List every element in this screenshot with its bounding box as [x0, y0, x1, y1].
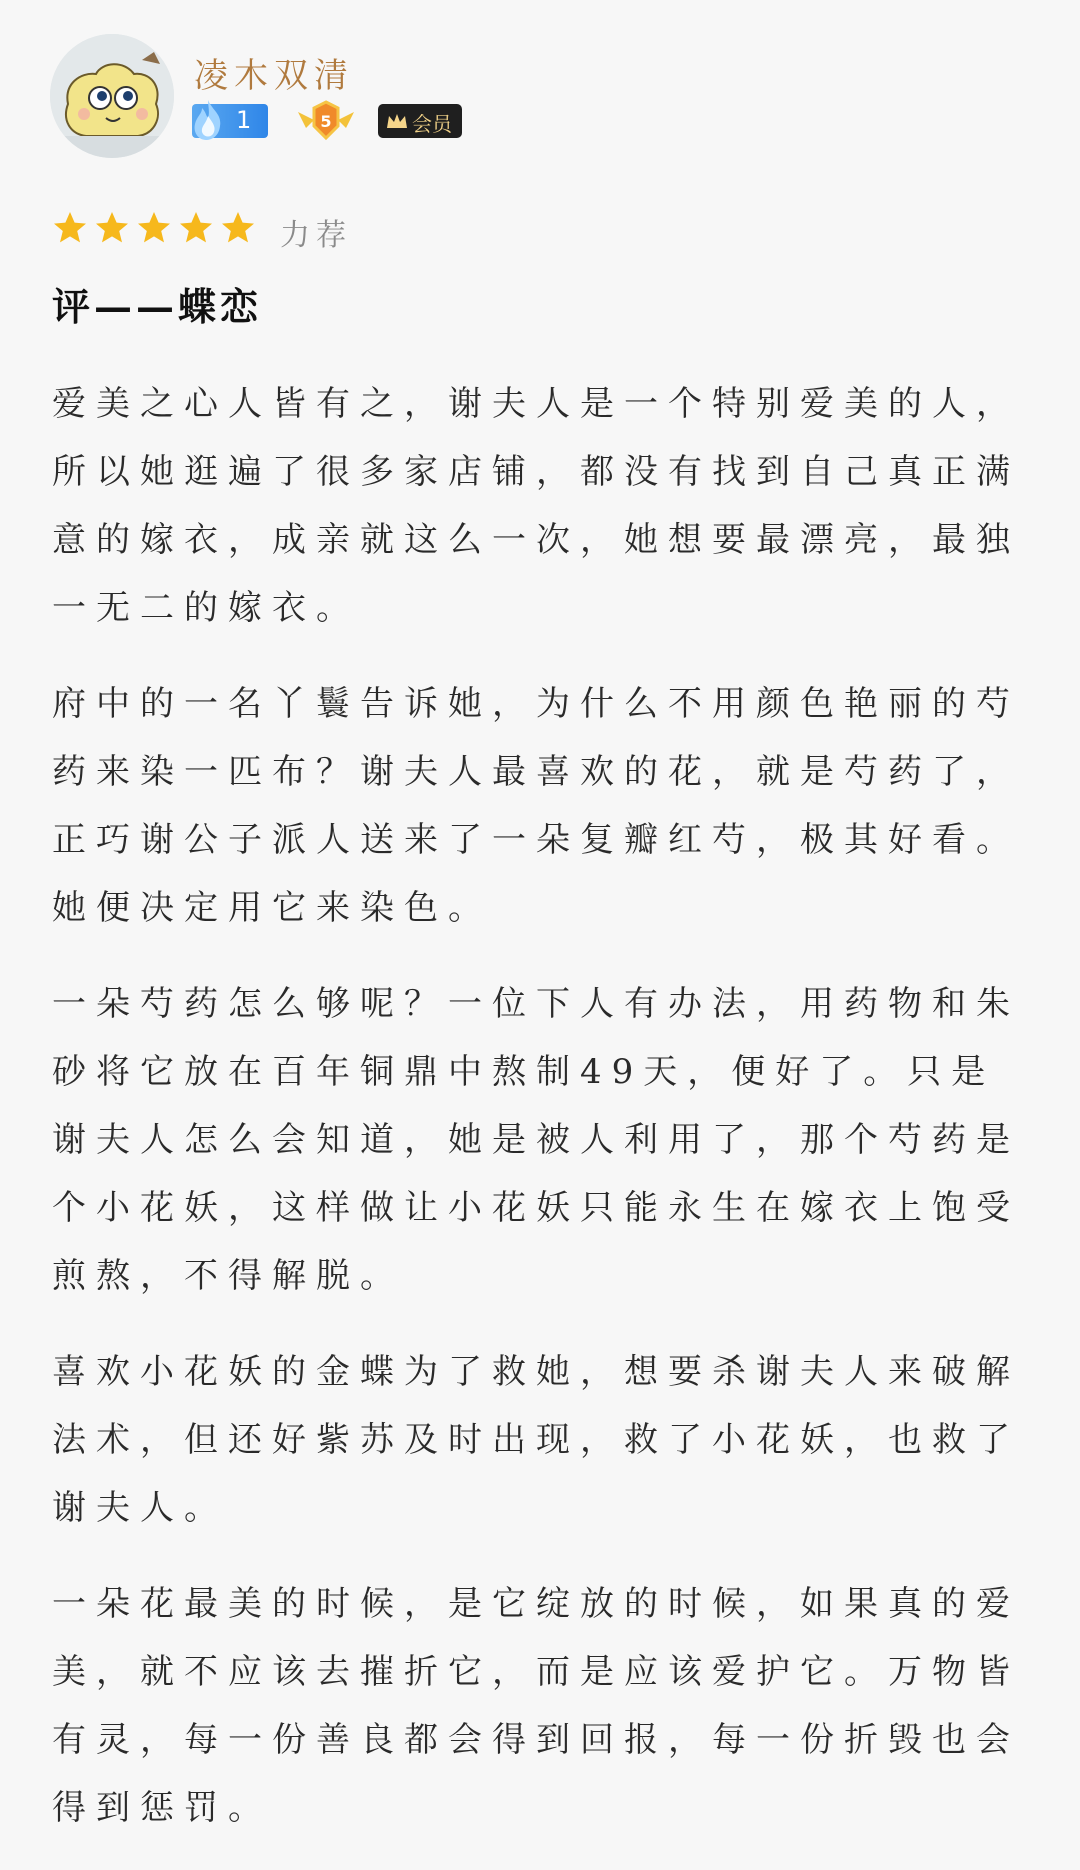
star-icon: [54, 212, 86, 242]
review-title: 评——蝶恋: [52, 284, 263, 329]
level-number: 1: [236, 106, 252, 134]
rank-number: 5: [320, 112, 332, 131]
rank-badge[interactable]: [294, 98, 358, 142]
review-paragraph: 一朵花最美的时候，是它绽放的时候，如果真的爱美，就不应该去摧折它，而是应该爱护它。万物皆有灵，每一份善良都会得到回报，每一份折毁也会得到惩罚。: [52, 1584, 1020, 1828]
review-paragraph: 喜欢小花妖的金蝶为了救她，想要杀谢夫人来破解法术，但还好紫苏及时出现，救了小花妖，也救了谢夫人。: [52, 1352, 1020, 1528]
cartoon-avatar-icon: [50, 34, 174, 158]
rank-medal-icon: [294, 98, 358, 142]
rating-label: 力荐: [280, 218, 352, 253]
vip-badge[interactable]: [378, 104, 462, 138]
star-icon: [138, 212, 170, 242]
star-rating: [52, 210, 262, 246]
star-icon: [222, 212, 254, 242]
star-icon: [180, 212, 212, 242]
flame-icon: [190, 98, 226, 142]
review-paragraph: 一朵芍药怎么够呢？一位下人有办法，用药物和朱砂将它放在百年铜鼎中熬制49天，便好了。只是谢夫人怎么会知道，她是被人利用了，那个芍药是个小花妖，这样做让小花妖只能永生在嫁衣上饱受煎熬，不得解脱。: [52, 984, 1020, 1296]
username[interactable]: 凌木双清: [194, 56, 354, 96]
avatar[interactable]: [50, 34, 174, 158]
review-paragraph: 爱美之心人皆有之，谢夫人是一个特别爱美的人，所以她逛遍了很多家店铺，都没有找到自己真正满意的嫁衣，成亲就这么一次，她想要最漂亮，最独一无二的嫁衣。: [52, 384, 1020, 628]
level-badge[interactable]: [192, 104, 268, 138]
crown-icon: [386, 112, 408, 130]
user-header: [50, 34, 1030, 158]
star-icon: [96, 212, 128, 242]
review-paragraph: 府中的一名丫鬟告诉她，为什么不用颜色艳丽的芍药来染一匹布？谢夫人最喜欢的花，就是芍药了，正巧谢公子派人送来了一朵复瓣红芍，极其好看。她便决定用它来染色。: [52, 684, 1020, 928]
review-body: [52, 370, 1020, 1870]
vip-label: 会员: [412, 112, 452, 136]
